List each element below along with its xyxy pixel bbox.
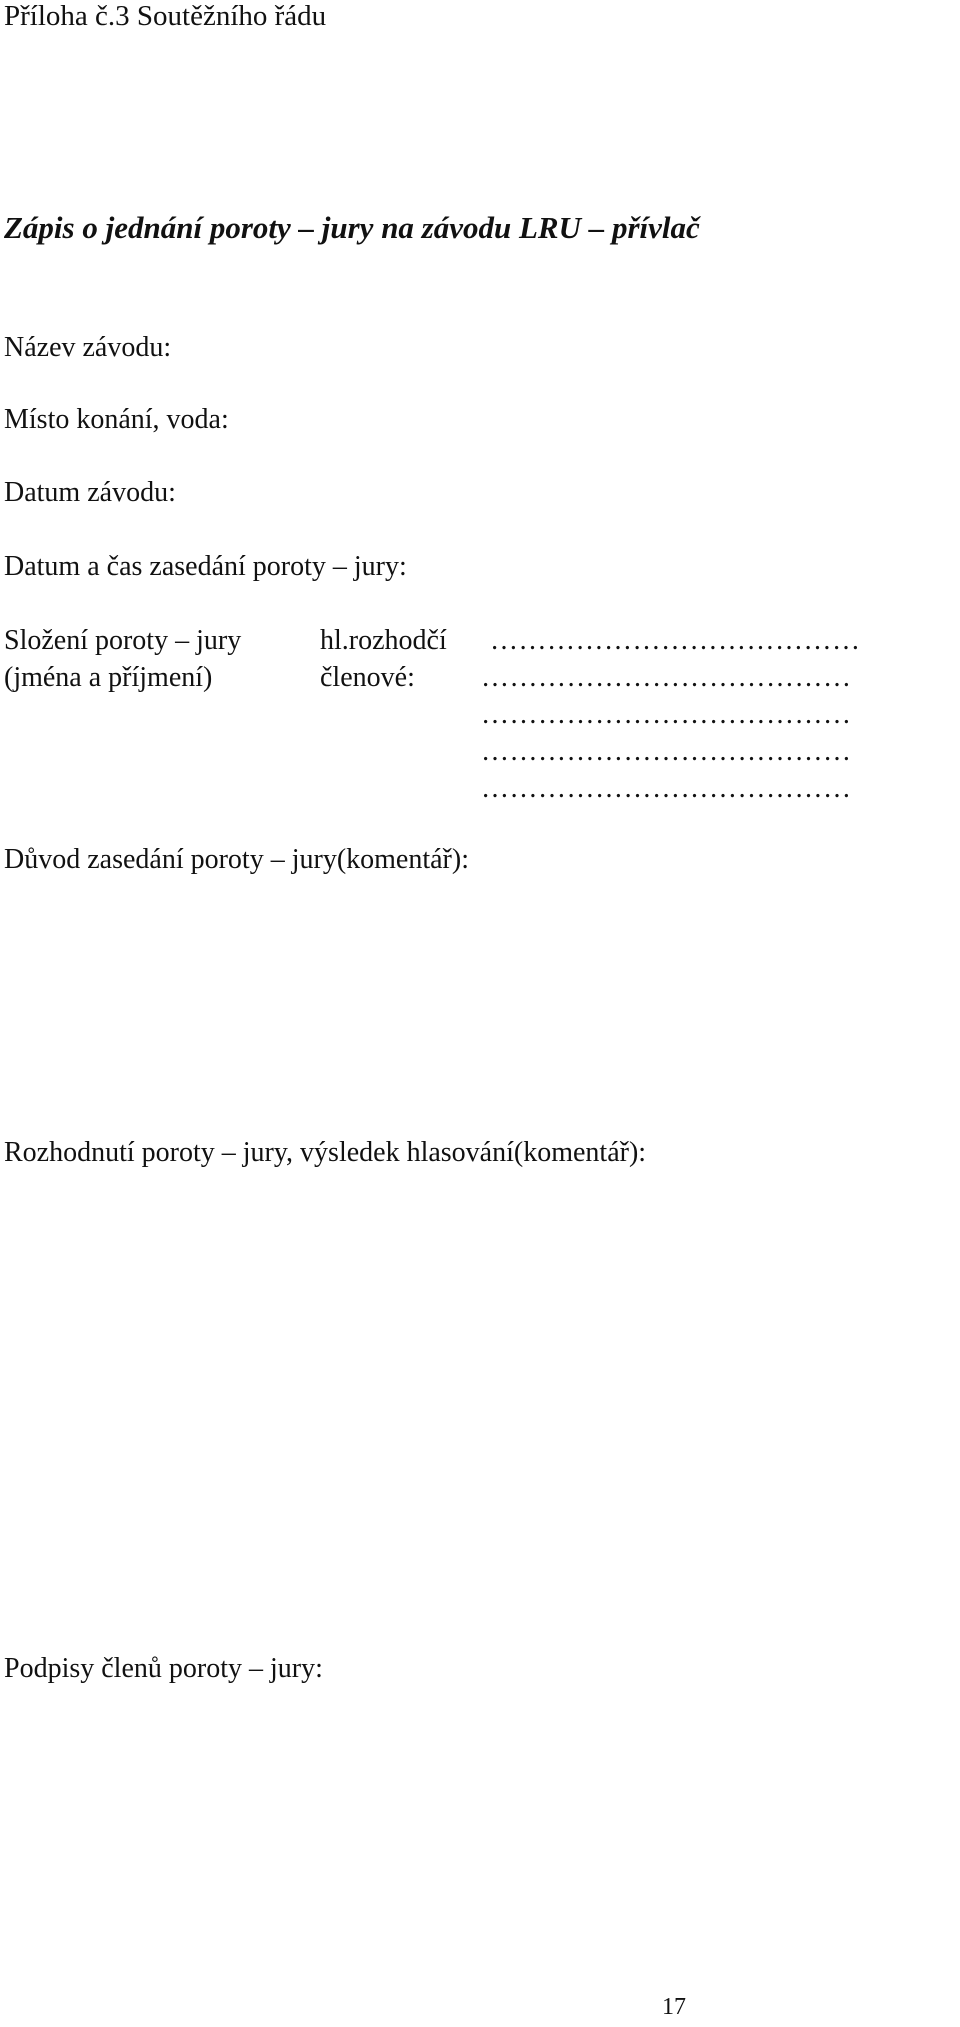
member-dotted-line: ………………………………… bbox=[481, 773, 852, 804]
member-dotted-line: ………………………………… bbox=[481, 699, 852, 730]
signatures-label: Podpisy členů poroty – jury: bbox=[4, 1653, 323, 1684]
jury-decision-label: Rozhodnutí poroty – jury, výsledek hlasování(komentář): bbox=[4, 1137, 647, 1168]
document-title: Zápis o jednání poroty – jury na závodu LRU – přívlač bbox=[4, 210, 700, 245]
race-name-label: Název závodu: bbox=[4, 332, 172, 363]
meeting-reason-label: Důvod zasedání poroty – jury(komentář): bbox=[4, 844, 469, 875]
jury-composition-label: Složení poroty – jury bbox=[4, 625, 242, 656]
member-dotted-line: ………………………………… bbox=[481, 736, 852, 767]
chief-judge-dotted-line: ………………………………… bbox=[490, 625, 861, 656]
venue-label: Místo konání, voda: bbox=[4, 404, 229, 435]
chief-judge-label: hl.rozhodčí bbox=[320, 625, 447, 656]
meeting-datetime-label: Datum a čas zasedání poroty – jury: bbox=[4, 551, 407, 582]
race-date-label: Datum závodu: bbox=[4, 477, 176, 508]
page-number: 17 bbox=[662, 1994, 686, 2020]
members-label: členové: bbox=[320, 662, 415, 693]
jury-names-note: (jména a příjmení) bbox=[4, 662, 213, 693]
member-dotted-line: ………………………………… bbox=[481, 662, 852, 693]
document-header: Příloha č.3 Soutěžního řádu bbox=[4, 0, 327, 32]
